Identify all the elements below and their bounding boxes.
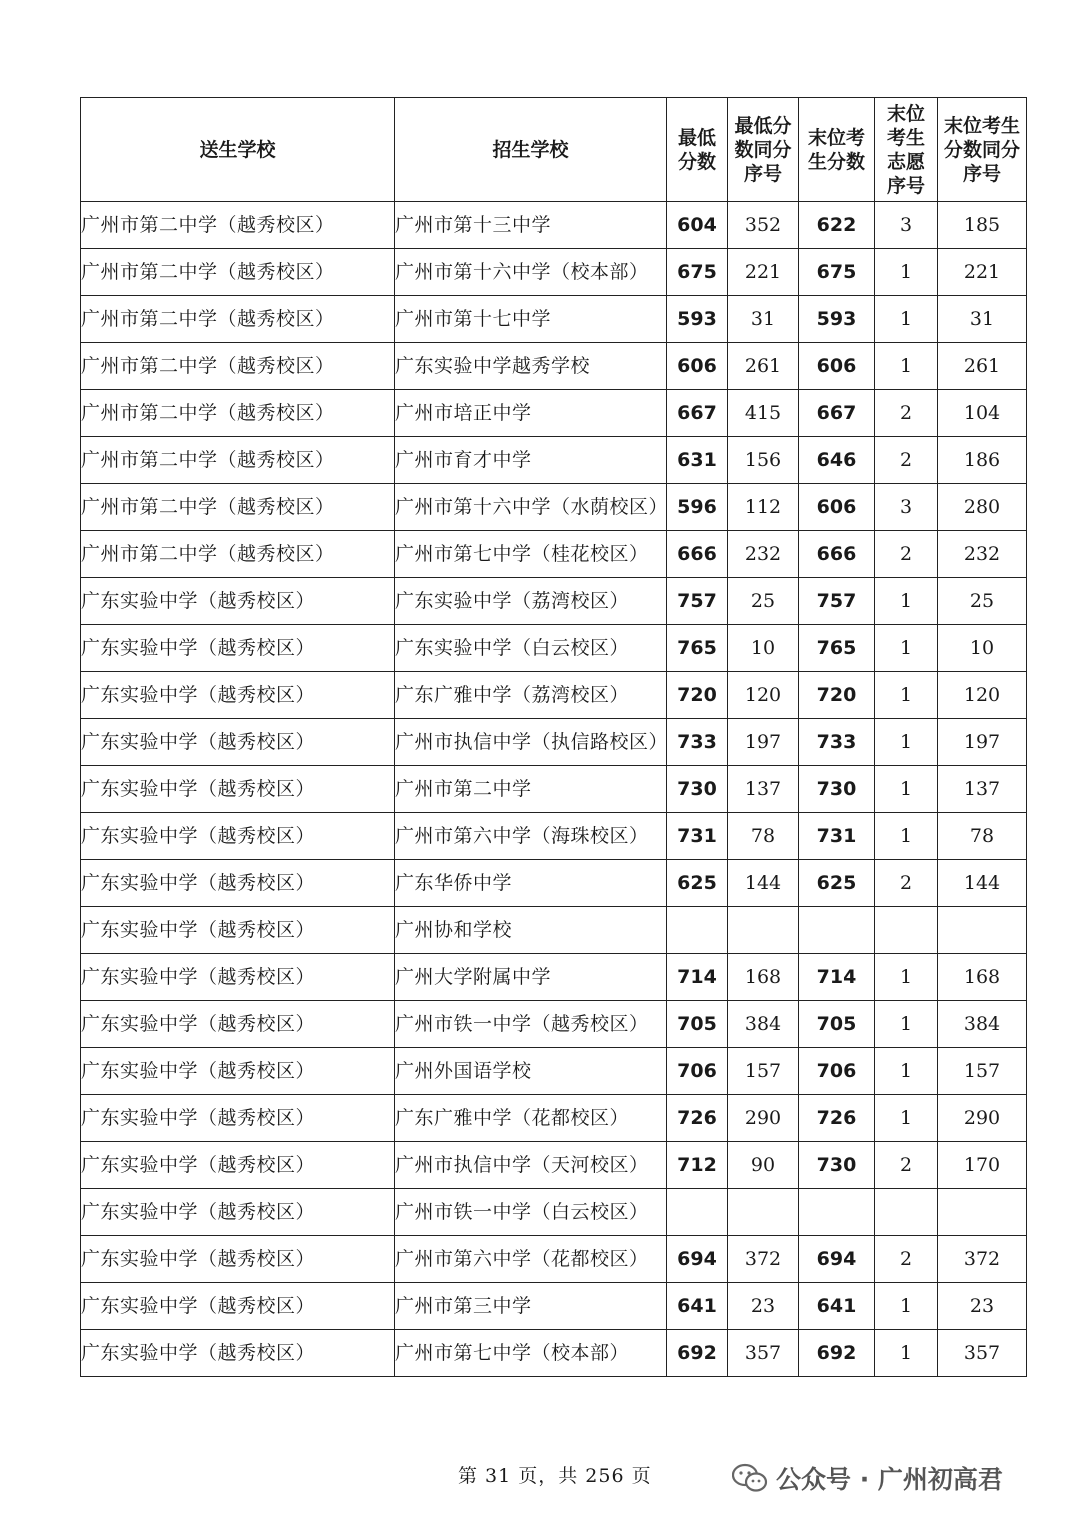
score-cell: 120 bbox=[728, 672, 799, 719]
table-row bbox=[81, 1001, 1027, 1048]
score-cell: 692 bbox=[667, 1330, 728, 1377]
table-row bbox=[81, 719, 1027, 766]
score-cell: 144 bbox=[728, 860, 799, 907]
score-cell: 2 bbox=[875, 1142, 938, 1189]
score-cell: 357 bbox=[728, 1330, 799, 1377]
score-cell: 3 bbox=[875, 202, 938, 249]
score-cell: 1 bbox=[875, 1330, 938, 1377]
score-cell: 757 bbox=[667, 578, 728, 625]
sending-school-cell: 广东实验中学（越秀校区） bbox=[81, 578, 395, 625]
score-cell: 705 bbox=[667, 1001, 728, 1048]
score-cell bbox=[875, 907, 938, 954]
score-cell: 31 bbox=[728, 296, 799, 343]
admitting-school-cell: 广州市铁一中学（越秀校区） bbox=[395, 1001, 667, 1048]
score-cell: 593 bbox=[799, 296, 875, 343]
score-cell: 606 bbox=[799, 343, 875, 390]
score-cell: 666 bbox=[667, 531, 728, 578]
score-cell: 675 bbox=[667, 249, 728, 296]
watermark-text: 公众号 · 广州初高君 bbox=[776, 1465, 1003, 1494]
score-cell: 352 bbox=[728, 202, 799, 249]
table-row bbox=[81, 390, 1027, 437]
table-body bbox=[81, 202, 1027, 1377]
score-cell: 712 bbox=[667, 1142, 728, 1189]
sending-school-cell: 广东实验中学（越秀校区） bbox=[81, 1236, 395, 1283]
admitting-school-cell: 广州市第十六中学（水荫校区） bbox=[395, 484, 667, 531]
table-row bbox=[81, 531, 1027, 578]
score-cell: 765 bbox=[667, 625, 728, 672]
sending-school-cell: 广东实验中学（越秀校区） bbox=[81, 672, 395, 719]
sending-school-cell: 广东实验中学（越秀校区） bbox=[81, 907, 395, 954]
admitting-school-cell: 广东实验中学（荔湾校区） bbox=[395, 578, 667, 625]
table-row bbox=[81, 907, 1027, 954]
score-cell: 197 bbox=[938, 719, 1027, 766]
sending-school-cell: 广东实验中学（越秀校区） bbox=[81, 1330, 395, 1377]
score-cell: 705 bbox=[799, 1001, 875, 1048]
sending-school-cell: 广东实验中学（越秀校区） bbox=[81, 625, 395, 672]
score-cell: 593 bbox=[667, 296, 728, 343]
score-cell: 646 bbox=[799, 437, 875, 484]
score-cell: 290 bbox=[938, 1095, 1027, 1142]
score-cell: 666 bbox=[799, 531, 875, 578]
score-cell: 625 bbox=[667, 860, 728, 907]
score-cell: 2 bbox=[875, 1236, 938, 1283]
score-cell: 2 bbox=[875, 437, 938, 484]
score-cell: 31 bbox=[938, 296, 1027, 343]
wechat-icon bbox=[732, 1463, 768, 1493]
admitting-school-cell: 广东广雅中学（花都校区） bbox=[395, 1095, 667, 1142]
score-cell: 694 bbox=[667, 1236, 728, 1283]
sending-school-cell: 广东实验中学（越秀校区） bbox=[81, 766, 395, 813]
score-cell: 372 bbox=[938, 1236, 1027, 1283]
score-cell: 622 bbox=[799, 202, 875, 249]
score-cell: 261 bbox=[938, 343, 1027, 390]
score-cell: 1 bbox=[875, 766, 938, 813]
table-row bbox=[81, 672, 1027, 719]
score-cell: 730 bbox=[799, 1142, 875, 1189]
score-cell: 604 bbox=[667, 202, 728, 249]
score-cell: 384 bbox=[728, 1001, 799, 1048]
score-cell bbox=[728, 907, 799, 954]
table-row bbox=[81, 578, 1027, 625]
admitting-school-cell: 广州市第十六中学（校本部） bbox=[395, 249, 667, 296]
score-cell: 2 bbox=[875, 390, 938, 437]
score-cell: 1 bbox=[875, 1048, 938, 1095]
score-cell: 641 bbox=[667, 1283, 728, 1330]
score-cell: 733 bbox=[667, 719, 728, 766]
score-cell: 720 bbox=[667, 672, 728, 719]
score-cell: 23 bbox=[728, 1283, 799, 1330]
admitting-school-cell: 广州市第十七中学 bbox=[395, 296, 667, 343]
sending-school-cell: 广州市第二中学（越秀校区） bbox=[81, 202, 395, 249]
score-cell: 692 bbox=[799, 1330, 875, 1377]
score-cell: 596 bbox=[667, 484, 728, 531]
column-header: 最低 分数 bbox=[667, 98, 728, 202]
admitting-school-cell: 广州市第七中学（校本部） bbox=[395, 1330, 667, 1377]
sending-school-cell: 广东实验中学（越秀校区） bbox=[81, 1189, 395, 1236]
column-header: 最低分 数同分 序号 bbox=[728, 98, 799, 202]
score-cell: 104 bbox=[938, 390, 1027, 437]
score-cell: 2 bbox=[875, 531, 938, 578]
score-cell: 667 bbox=[799, 390, 875, 437]
score-cell: 168 bbox=[938, 954, 1027, 1001]
score-cell: 625 bbox=[799, 860, 875, 907]
score-cell: 667 bbox=[667, 390, 728, 437]
score-cell bbox=[875, 1189, 938, 1236]
score-cell: 606 bbox=[799, 484, 875, 531]
admitting-school-cell: 广州市执信中学（天河校区） bbox=[395, 1142, 667, 1189]
score-cell: 232 bbox=[938, 531, 1027, 578]
score-cell: 415 bbox=[728, 390, 799, 437]
admitting-school-cell: 广州市育才中学 bbox=[395, 437, 667, 484]
score-cell: 197 bbox=[728, 719, 799, 766]
score-cell: 25 bbox=[728, 578, 799, 625]
score-cell bbox=[799, 1189, 875, 1236]
admitting-school-cell: 广州市培正中学 bbox=[395, 390, 667, 437]
score-cell: 1 bbox=[875, 813, 938, 860]
score-cell: 137 bbox=[728, 766, 799, 813]
score-cell: 1 bbox=[875, 249, 938, 296]
column-header: 末位 考生 志愿 序号 bbox=[875, 98, 938, 202]
table-row bbox=[81, 343, 1027, 390]
score-cell: 157 bbox=[728, 1048, 799, 1095]
score-cell: 137 bbox=[938, 766, 1027, 813]
table-row bbox=[81, 249, 1027, 296]
score-cell bbox=[728, 1189, 799, 1236]
score-cell: 1 bbox=[875, 672, 938, 719]
table-row bbox=[81, 625, 1027, 672]
admitting-school-cell: 广州市第六中学（花都校区） bbox=[395, 1236, 667, 1283]
score-cell: 706 bbox=[667, 1048, 728, 1095]
score-cell: 606 bbox=[667, 343, 728, 390]
score-cell: 232 bbox=[728, 531, 799, 578]
table-row bbox=[81, 1095, 1027, 1142]
score-cell: 372 bbox=[728, 1236, 799, 1283]
score-cell: 290 bbox=[728, 1095, 799, 1142]
score-cell: 384 bbox=[938, 1001, 1027, 1048]
score-cell: 1 bbox=[875, 1001, 938, 1048]
score-cell: 78 bbox=[728, 813, 799, 860]
admitting-school-cell: 广东华侨中学 bbox=[395, 860, 667, 907]
sending-school-cell: 广州市第二中学（越秀校区） bbox=[81, 437, 395, 484]
sending-school-cell: 广东实验中学（越秀校区） bbox=[81, 813, 395, 860]
score-cell: 261 bbox=[728, 343, 799, 390]
admitting-school-cell: 广东实验中学越秀学校 bbox=[395, 343, 667, 390]
score-cell: 185 bbox=[938, 202, 1027, 249]
admitting-school-cell: 广州市执信中学（执信路校区） bbox=[395, 719, 667, 766]
admission-table bbox=[80, 97, 1027, 1377]
score-cell: 156 bbox=[728, 437, 799, 484]
sending-school-cell: 广州市第二中学（越秀校区） bbox=[81, 531, 395, 578]
table-row bbox=[81, 1330, 1027, 1377]
sending-school-cell: 广东实验中学（越秀校区） bbox=[81, 1283, 395, 1330]
score-cell: 170 bbox=[938, 1142, 1027, 1189]
score-cell: 90 bbox=[728, 1142, 799, 1189]
table-row bbox=[81, 860, 1027, 907]
admitting-school-cell: 广州市第六中学（海珠校区） bbox=[395, 813, 667, 860]
table-row bbox=[81, 1048, 1027, 1095]
score-cell: 2 bbox=[875, 860, 938, 907]
score-cell bbox=[799, 907, 875, 954]
score-cell bbox=[938, 1189, 1027, 1236]
admitting-school-cell: 广州市第三中学 bbox=[395, 1283, 667, 1330]
table-row bbox=[81, 296, 1027, 343]
score-cell bbox=[938, 907, 1027, 954]
score-cell: 1 bbox=[875, 343, 938, 390]
score-cell: 714 bbox=[667, 954, 728, 1001]
score-cell: 1 bbox=[875, 296, 938, 343]
table-row bbox=[81, 1236, 1027, 1283]
score-cell: 120 bbox=[938, 672, 1027, 719]
sending-school-cell: 广东实验中学（越秀校区） bbox=[81, 1095, 395, 1142]
admitting-school-cell: 广州大学附属中学 bbox=[395, 954, 667, 1001]
score-cell: 1 bbox=[875, 1095, 938, 1142]
score-cell: 168 bbox=[728, 954, 799, 1001]
score-cell: 144 bbox=[938, 860, 1027, 907]
admitting-school-cell: 广州市第二中学 bbox=[395, 766, 667, 813]
admitting-school-cell: 广州市第十三中学 bbox=[395, 202, 667, 249]
admitting-school-cell: 广东广雅中学（荔湾校区） bbox=[395, 672, 667, 719]
page-number: 第 31 页，共 256 页 bbox=[458, 1465, 652, 1487]
score-cell: 157 bbox=[938, 1048, 1027, 1095]
score-cell: 1 bbox=[875, 625, 938, 672]
table-row bbox=[81, 954, 1027, 1001]
admitting-school-cell: 广州协和学校 bbox=[395, 907, 667, 954]
sending-school-cell: 广州市第二中学（越秀校区） bbox=[81, 249, 395, 296]
score-cell: 694 bbox=[799, 1236, 875, 1283]
score-cell: 731 bbox=[667, 813, 728, 860]
table-row bbox=[81, 437, 1027, 484]
score-cell: 221 bbox=[728, 249, 799, 296]
table-row bbox=[81, 1142, 1027, 1189]
column-header: 送生学校 bbox=[81, 98, 395, 202]
score-cell: 757 bbox=[799, 578, 875, 625]
table-row bbox=[81, 1189, 1027, 1236]
score-cell: 78 bbox=[938, 813, 1027, 860]
sending-school-cell: 广州市第二中学（越秀校区） bbox=[81, 343, 395, 390]
table-row bbox=[81, 1283, 1027, 1330]
score-cell: 1 bbox=[875, 578, 938, 625]
table-row bbox=[81, 813, 1027, 860]
sending-school-cell: 广州市第二中学（越秀校区） bbox=[81, 390, 395, 437]
score-cell: 733 bbox=[799, 719, 875, 766]
sending-school-cell: 广东实验中学（越秀校区） bbox=[81, 719, 395, 766]
column-header: 末位考 生分数 bbox=[799, 98, 875, 202]
score-cell: 23 bbox=[938, 1283, 1027, 1330]
table-row bbox=[81, 484, 1027, 531]
score-cell: 186 bbox=[938, 437, 1027, 484]
sending-school-cell: 广东实验中学（越秀校区） bbox=[81, 1001, 395, 1048]
score-cell: 726 bbox=[667, 1095, 728, 1142]
score-cell: 357 bbox=[938, 1330, 1027, 1377]
score-cell: 731 bbox=[799, 813, 875, 860]
table-header-row bbox=[81, 98, 1027, 202]
score-cell: 25 bbox=[938, 578, 1027, 625]
admitting-school-cell: 广东实验中学（白云校区） bbox=[395, 625, 667, 672]
score-cell bbox=[667, 1189, 728, 1236]
sending-school-cell: 广东实验中学（越秀校区） bbox=[81, 1142, 395, 1189]
score-cell: 675 bbox=[799, 249, 875, 296]
score-cell: 112 bbox=[728, 484, 799, 531]
admitting-school-cell: 广州外国语学校 bbox=[395, 1048, 667, 1095]
table-row bbox=[81, 766, 1027, 813]
sending-school-cell: 广州市第二中学（越秀校区） bbox=[81, 484, 395, 531]
sending-school-cell: 广东实验中学（越秀校区） bbox=[81, 954, 395, 1001]
admitting-school-cell: 广州市铁一中学（白云校区） bbox=[395, 1189, 667, 1236]
score-cell: 1 bbox=[875, 1283, 938, 1330]
score-cell: 221 bbox=[938, 249, 1027, 296]
score-cell: 10 bbox=[938, 625, 1027, 672]
score-cell: 10 bbox=[728, 625, 799, 672]
score-cell: 730 bbox=[667, 766, 728, 813]
score-cell: 1 bbox=[875, 719, 938, 766]
score-cell: 706 bbox=[799, 1048, 875, 1095]
column-header: 末位考生 分数同分 序号 bbox=[938, 98, 1027, 202]
score-cell: 765 bbox=[799, 625, 875, 672]
score-cell: 3 bbox=[875, 484, 938, 531]
sending-school-cell: 广东实验中学（越秀校区） bbox=[81, 1048, 395, 1095]
score-cell: 1 bbox=[875, 954, 938, 1001]
score-cell bbox=[667, 907, 728, 954]
score-cell: 720 bbox=[799, 672, 875, 719]
table-row bbox=[81, 202, 1027, 249]
score-cell: 280 bbox=[938, 484, 1027, 531]
admitting-school-cell: 广州市第七中学（桂花校区） bbox=[395, 531, 667, 578]
score-cell: 726 bbox=[799, 1095, 875, 1142]
score-cell: 631 bbox=[667, 437, 728, 484]
score-cell: 730 bbox=[799, 766, 875, 813]
column-header: 招生学校 bbox=[395, 98, 667, 202]
sending-school-cell: 广州市第二中学（越秀校区） bbox=[81, 296, 395, 343]
score-cell: 641 bbox=[799, 1283, 875, 1330]
watermark bbox=[732, 1460, 1003, 1496]
sending-school-cell: 广东实验中学（越秀校区） bbox=[81, 860, 395, 907]
score-cell: 714 bbox=[799, 954, 875, 1001]
